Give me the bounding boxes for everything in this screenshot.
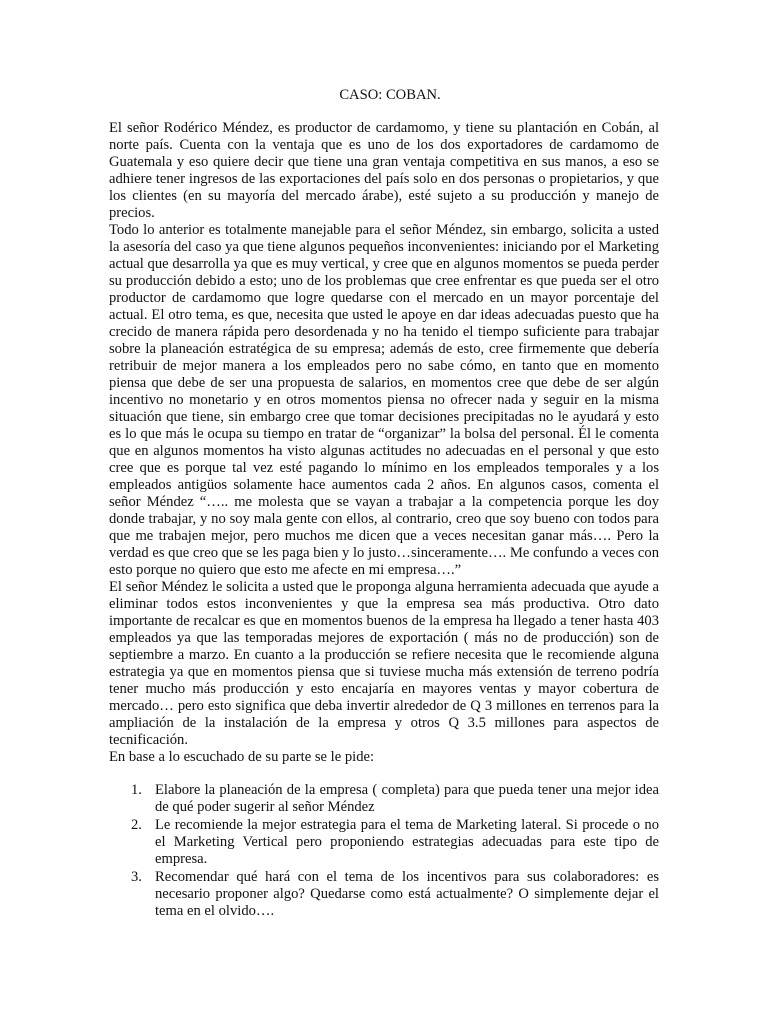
task-item-2 — [109, 817, 659, 868]
task-number: 2. — [131, 817, 142, 833]
task-list — [109, 782, 659, 920]
paragraph-request-details: El señor Méndez le solicita a usted que le proponga alguna herramienta adecuada que ayude a eliminar todos estos inconvenientes y que la empresa sea más productiva. Otro dato importante de recalcar es que en momentos buenos de la empresa ha llegado a tener hasta 403 empleados ya que las temporadas mejores de exportación ( más no de producción) son de septiembre a marzo. En cuanto a la producción se refiere necesita que le recomiende alguna estrategia ya que en momentos piensa que si tuviese mucha más extensión de terreno podría tener mucho más producción y esto encajaría en mayores ventas y mayor cobertura de mercado… pero esto significa que deba invertir alrededor de Q 3 millones en terrenos para la ampliación de la instalación de la empresa y otros Q 3.5 millones para aspectos de tecnificación. — [109, 579, 659, 748]
task-number: 3. — [131, 869, 142, 885]
paragraph-intro: El señor Rodérico Méndez, es productor de cardamomo, y tiene su plantación en Cobán, al norte país. Cuenta con la ventaja que es uno de los dos exportadores de cardamomo de Guatemala y eso quiere decir que tiene una gran ventaja competitiva en sus manos, a eso se adhiere tener ingresos de las exportaciones del país solo en dos personas o propietarios, y que los clientes (en su mayoría del mercado árabe), esté sujeto a su producción y manejo de precios. — [109, 120, 659, 221]
task-text: Le recomiende la mejor estrategia para el tema de Marketing lateral. Si procede o no el Marketing Vertical pero proponiendo estrategias adecuadas para este tipo de empresa. — [155, 817, 659, 867]
task-text: Recomendar qué hará con el tema de los incentivos para sus colaboradores: es necesario proponer algo? Quedarse como está actualmente? O simplemente dejar el tema en el olvido…. — [155, 869, 659, 919]
request-intro: En base a lo escuchado de su parte se le pide: — [109, 749, 375, 765]
document-title: CASO: COBAN. — [339, 87, 441, 103]
task-number: 1. — [131, 782, 142, 798]
task-item-1 — [109, 782, 659, 816]
document-page — [109, 87, 659, 921]
task-text: Elabore la planeación de la empresa ( completa) para que pueda tener una mejor idea de qué poder sugerir al señor Méndez — [155, 782, 659, 815]
paragraph-problems: Todo lo anterior es totalmente manejable para el señor Méndez, sin embargo, solicita a usted la asesoría del caso ya que tiene algunos pequeños inconvenientes: iniciando por el Marketing actual que desarrolla ya que es muy vertical, y cree que en algunos momentos se pueda perder su producción debido a esto; uno de los problemas que cree enfrentar es que pueda ser el otro productor de cardamomo que logre quedarse con el mercado en un mayor porcentaje del actual. El otro tema, es que, necesita que usted le apoye en dar ideas adecuadas puesto que ha crecido de manera rápida pero desordenada y no ha tenido el tiempo suficiente para trabajar sobre la planeación estratégica de su empresa; además de esto, cree firmemente que debería retribuir de mejor manera a los empleados pero no sabe cómo, en tanto que en momento piensa que debe de ser una propuesta de salarios, en momentos cree que debe de ser algún incentivo no monetario y en otros momentos piensa no ofrecer nada y seguir en la misma situación que tiene, sin embargo cree que tomar decisiones precipitadas no le ayudará y esto es lo que más le ocupa su tiempo en tratar de “organizar” la bolsa del personal. Él le comenta que en algunos momentos ha visto algunas actitudes no adecuadas en el personal y que esto cree que es porque tal vez esté pagando lo mínimo en los empleados temporales y a los empleados antigüos solamente hace aumentos cada 2 años. En algunos casos, comenta el señor Méndez “….. me molesta que se vayan a trabajar a la competencia porque les doy donde trabajar, y no soy mala gente con ellos, al contrario, creo que soy bueno con todos para que me trabajen mejor, pero muchos me dicen que a veces necesitan ganar más…. Pero la verdad es que creo que se les paga bien y lo justo…sinceramente…. Me confundo a veces con esto porque no quiero que esto me afecte en mi empresa….” — [109, 222, 659, 578]
task-item-3 — [109, 869, 659, 920]
